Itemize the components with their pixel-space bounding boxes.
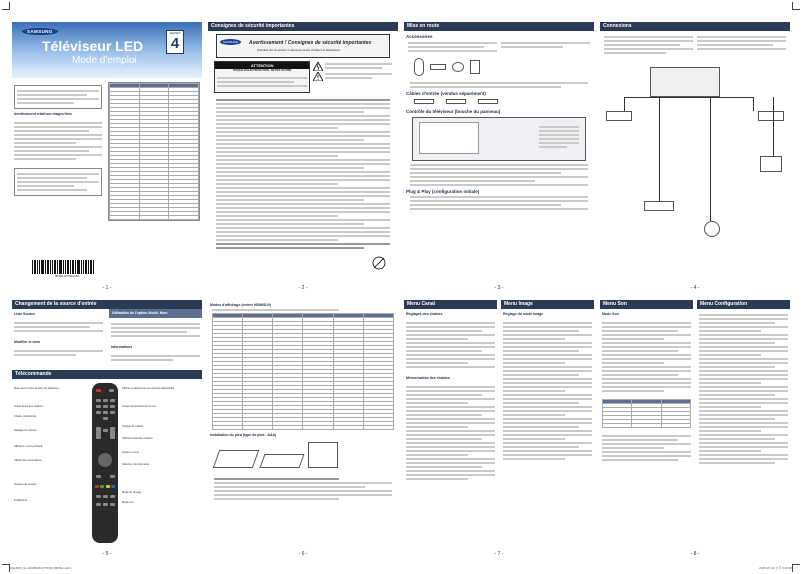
safety-banner <box>216 34 390 58</box>
plugplay-title: Plug & Play (configuration initiale) <box>406 189 480 194</box>
menu-channel-image-page <box>404 300 594 557</box>
no-disposal-icon <box>372 256 386 270</box>
crop-mark <box>2 564 10 572</box>
page-number: - 3 - <box>494 285 504 291</box>
setup-page <box>404 22 594 291</box>
remote-label-left: Touches de couleur. <box>14 483 38 486</box>
remote-label-right: Affiche et sélectionne les sources disponibles. <box>122 387 175 390</box>
banner-title: Avertissement ! Consignes de sécurité importantes <box>249 40 372 46</box>
cable-scart-icon <box>478 99 498 104</box>
remote-label-left: Réglage du volume. <box>14 429 38 432</box>
remote-label-right: Coupe temporairement le son. <box>122 405 157 408</box>
connection-diagram <box>604 61 786 251</box>
footer-timestamp: 2015-07-02 오후 5:16:36 <box>759 566 792 570</box>
intro-notice <box>14 85 102 109</box>
page-number: - 8 - <box>690 551 700 557</box>
series-number: 4 <box>170 35 180 52</box>
stand-step1-icon <box>213 450 260 468</box>
image-title-1: Réglage du mode Image <box>503 312 544 316</box>
remote-accessory-icon <box>414 58 424 76</box>
remote-label-left: Accès direct aux chaînes. <box>14 405 44 408</box>
page-number: - 4 - <box>690 285 700 291</box>
remote-label-left: E-MANUAL <box>14 499 28 502</box>
remote-header: Télécommande <box>12 370 202 379</box>
remote-label-right: Mode son. <box>122 501 135 504</box>
samsung-logo: SAMSUNG <box>220 39 241 45</box>
remote-label-right: Affiche la liste des chaînes. <box>122 437 154 440</box>
crop-mark <box>2 2 10 10</box>
section-header: Mise en route <box>404 22 594 31</box>
display-modes-title: Modes d'affichage (entrée HDMI/DVI) <box>210 303 271 307</box>
lightning-warning-icon <box>313 62 323 71</box>
sound-title-1: Mode Son <box>602 312 619 316</box>
channel-title-1: Réglages des chaînes <box>406 312 443 316</box>
channel-title-2: Mémorisation des chaînes <box>406 376 450 380</box>
cable-holder-icon <box>452 62 464 72</box>
remote-diagram <box>12 379 202 547</box>
edit-name-title: Modifier le nom <box>14 340 40 344</box>
source-remote-page <box>12 300 202 557</box>
remote-label-left: Mise sous et hors tension du téléviseur. <box>14 387 60 390</box>
sound-table <box>602 399 691 428</box>
contact-table <box>108 82 200 221</box>
menu-sound-config-page <box>600 300 790 557</box>
cover-subtitle: Mode d'emploi <box>72 55 137 66</box>
series-word: SERIES <box>169 31 181 35</box>
footer-file-info: [UE4000_EU-ZF]BN68-07763Q-00FRE.indd 1 <box>10 566 72 570</box>
connections-page <box>600 22 790 291</box>
batteries-icon <box>430 64 446 70</box>
tv-panel-diagram <box>412 117 586 161</box>
page-number: - 6 - <box>298 551 308 557</box>
banner-subtitle: (Veuillez lire la section ci-dessous avant d'utiliser le téléviseur) <box>257 48 340 52</box>
remote-label-left: Affiche le menu principal. <box>14 445 43 448</box>
usage-header: Utilisation de l'option Modif. Nom <box>109 309 202 318</box>
section-header: Consignes de sécurité importantes <box>208 22 398 31</box>
cover-page <box>12 22 202 291</box>
remote-label-right: Mode de l'image. <box>122 491 142 494</box>
page-number: - 1 - <box>102 285 112 291</box>
manual-icon <box>470 60 480 74</box>
remote-label-right: Sélection des éléments. <box>122 463 150 466</box>
crop-mark <box>792 564 800 572</box>
section-header: Menu Son <box>600 300 693 309</box>
cover-title: Téléviseur LED <box>42 38 144 54</box>
section-header: Menu Image <box>501 300 594 309</box>
barcode <box>32 260 102 278</box>
display-modes-page <box>208 300 398 557</box>
page-number: - 5 - <box>102 551 112 557</box>
antenna-icon <box>704 221 720 237</box>
display-modes-table <box>212 313 394 430</box>
cable-component-icon <box>414 99 434 104</box>
remote-label-right: Change de chaîne. <box>122 425 144 428</box>
stand-step3-icon <box>308 442 338 468</box>
remote-control-icon <box>92 383 118 543</box>
dvd-player-icon <box>606 111 632 121</box>
crop-mark <box>792 2 800 10</box>
info-title: Informations <box>111 345 133 349</box>
cables-title: Câbles d'entrée (vendus séparément) <box>406 91 486 96</box>
tv-rear-panel <box>650 67 720 97</box>
page-number: - 2 - <box>298 285 308 291</box>
safety-page <box>208 22 398 291</box>
pc-icon <box>760 156 782 172</box>
section-header: Menu Configuration <box>697 300 790 309</box>
caution-title: ATTENTION <box>215 62 309 69</box>
barcode-text: BN68-07763Q-00 <box>55 274 79 278</box>
exclamation-warning-icon <box>313 72 323 81</box>
page-number: - 7 - <box>494 551 504 557</box>
cover-banner <box>12 22 202 78</box>
section-header: Menu Canal <box>404 300 497 309</box>
accessories-title: Accessoires <box>406 34 433 39</box>
stand-step2-icon <box>259 454 304 468</box>
caution-subtitle: RISQUE D'ÉLECTROCUTION - NE PAS OUVRIR <box>233 69 292 72</box>
set-top-box-icon <box>644 201 674 211</box>
source-list-title: Liste Source <box>14 312 36 316</box>
manual-sheet <box>8 8 794 570</box>
eco-notice <box>14 168 102 196</box>
section-header: Connexions <box>600 22 790 31</box>
section-header: Changement de la source d'entrée <box>12 300 202 309</box>
panel-title: Contrôle du téléviseur (bouche du panneau) <box>406 109 501 114</box>
remote-label-left: Affiche des informations. <box>14 459 43 462</box>
remote-label-left: Chaîne précédente. <box>14 415 37 418</box>
intro-heading: Avertissement relatif aux images fixes <box>14 112 72 116</box>
samsung-logo: SAMSUNG <box>22 28 58 35</box>
cable-av-icon <box>446 99 466 104</box>
series-badge <box>166 30 184 54</box>
caution-box <box>214 61 310 93</box>
stand-title: Installation du pied (type de pied : AAA) <box>210 433 277 437</box>
remote-label-right: Quitte le menu. <box>122 451 140 454</box>
